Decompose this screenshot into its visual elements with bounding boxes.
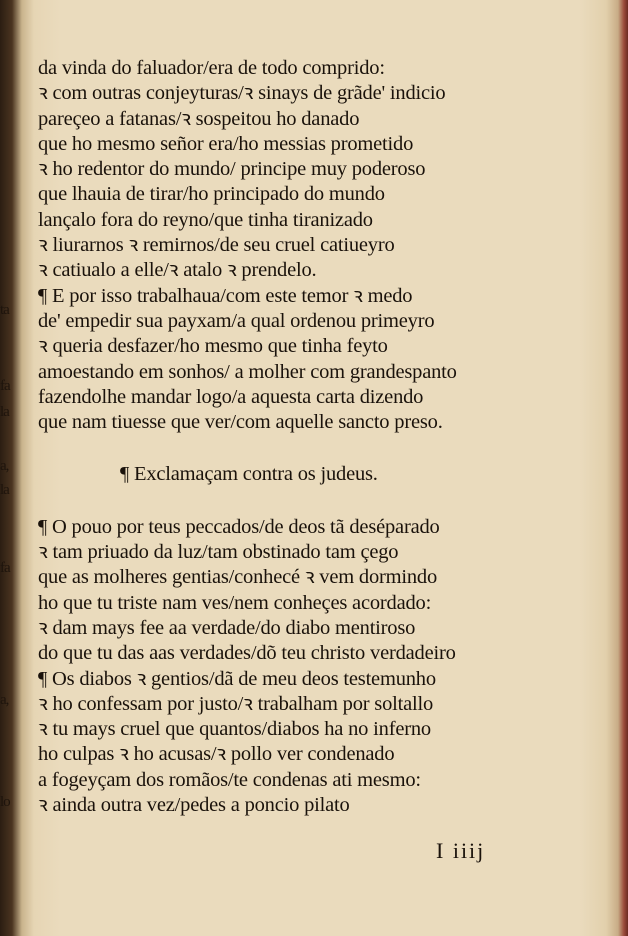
text-line: ¶ E por isso trabalhaua/com este temor ꝛ medo (38, 284, 413, 307)
text-line: ho que tu triste nam ves/nem conheçes acordado: (38, 591, 432, 614)
text-line: que lhauia de tirar/ho principado do mundo (38, 183, 385, 206)
margin-fragment: lo (0, 794, 10, 810)
margin-fragment: fa (0, 378, 10, 394)
text-line: que as molheres gentias/conhecé ꝛ vem dormindo (38, 566, 438, 589)
margin-fragment: a, (0, 692, 9, 708)
margin-fragment: fa (0, 560, 10, 576)
text-line: de' empedir sua payxam/a qual ordenou primeyro (38, 309, 435, 332)
text-line: do que tu das aas verdades/dõ teu christo verdadeiro (38, 642, 456, 665)
previous-page-edge (0, 0, 24, 936)
text-line: ꝛ liurarnos ꝛ remirnos/de seu cruel catiueyro (38, 234, 395, 257)
text-line: ꝛ ainda outra vez/pedes a poncio pilato (38, 794, 350, 817)
text-line: ꝛ tu mays cruel que quantos/diabos ha no inferno (38, 718, 431, 741)
text-line: ꝛ ho redentor do mundo/ principe muy poderoso (38, 158, 426, 181)
text-line: ꝛ dam mays fee aa verdade/do diabo mentiroso (38, 616, 416, 639)
text-line: lançalo fora do reyno/que tinha tiranizado (38, 208, 373, 231)
text-line: a fogeyçam dos romãos/te condenas ati mesmo: (38, 768, 421, 791)
text-line: que nam tiuesse que ver/com aquelle sancto preso. (38, 411, 443, 434)
text-line: pareçeo a fatanas/ꝛ sospeitou ho danado (38, 107, 360, 130)
text-line: da vinda do faluador/era de todo comprido: (38, 57, 385, 79)
text-line: ¶ O pouo por teus peccados/de deos tã deséparado (38, 515, 440, 538)
text-line: ꝛ ho confessam por justo/ꝛ trabalham por soltallo (38, 692, 434, 715)
page-text (38, 56, 578, 818)
section-heading: ¶ Exclamaçam contra os judeus. (120, 463, 378, 486)
text-line: ꝛ queria desfazer/ho mesmo que tinha feyto (38, 335, 388, 358)
text-line: ¶ Os diabos ꝛ gentios/dã de meu deos testemunho (38, 667, 436, 690)
text-line: ꝛ com outras conjeyturas/ꝛ sinays de grãde' indicio (38, 82, 446, 105)
margin-fragment: la (0, 482, 9, 498)
text-line: fazendolhe mandar logo/a aquesta carta dizendo (38, 385, 424, 408)
margin-fragment: la (0, 404, 9, 420)
text-line: amoestando em sonhos/ a molher com grandespanto (38, 360, 457, 383)
margin-fragment: a, (0, 458, 9, 474)
margin-fragment: ta (0, 302, 9, 318)
text-line: ꝛ tam priuado da luz/tam obstinado tam çego (38, 541, 399, 564)
signature-mark: I iiij (436, 838, 486, 863)
text-line: ho culpas ꝛ ho acusas/ꝛ pollo ver condenado (38, 743, 395, 766)
text-line: ꝛ catiualo a elle/ꝛ atalo ꝛ prendelo. (38, 259, 317, 282)
text-line: que ho mesmo señor era/ho messias prometido (38, 132, 414, 155)
